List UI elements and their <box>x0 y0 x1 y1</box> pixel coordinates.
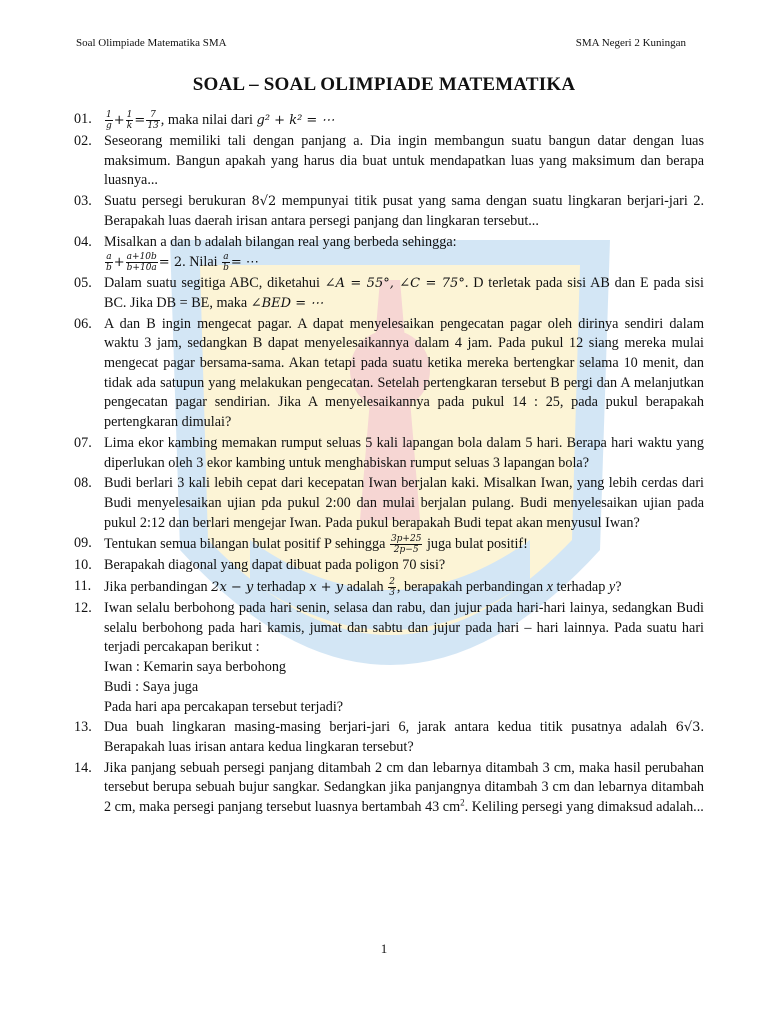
question-text: A dan B ingin mengecat pagar. A dapat menyelesaikan pengecatan pagar oleh dirinya sendiri dalam waktu 3 jam, sedangkan B dapat menyelesaikannya dalam 4 jam. Pada pukul 12 siang mereka mulai mengecat pagar bersama-sama. Akan tetapi pada suatu ketika mereka bertengkar selama 10 menit, dan tidak ada satupun yang melakukan pengecatan. Setelah pertengkaran tersebut B pergi dan A melanjutkan pengecatan pagar sendirian. Jika A menyelesaikannya pada pukul 14 : 25, pada pukul berapakah pertengkaran dimulai? <box>104 315 704 431</box>
question-text: . Nilai <box>182 253 222 270</box>
question-number: 14. <box>74 759 92 776</box>
question-text: Dua buah lingkaran masing-masing berjari-jari 6, jarak antara kedua titik pusatnya adalah <box>104 719 676 736</box>
question-06 <box>74 315 704 433</box>
question-text: . Keliling persegi yang dimaksud adalah... <box>464 799 704 816</box>
question-number: 06. <box>74 315 92 332</box>
question-text: mempunyai titik pusat yang sama dengan suatu lingkaran berjari-jari 2. Berapakah luas daerah irisan antara persegi panjang dan lingkaran tersebut... <box>104 193 704 229</box>
question-text: ? <box>615 578 622 595</box>
header-right: SMA Negeri 2 Kuningan <box>575 37 686 49</box>
question-text: Misalkan a dan b adalah bilangan real yang berbeda sehingga: <box>104 233 457 250</box>
question-14 <box>74 759 704 818</box>
question-text: Tentukan semua bilangan bulat positif P sehingga <box>104 536 389 553</box>
question-09 <box>74 534 704 555</box>
question-text: Jika panjang sebuah persegi panjang ditambah 2 cm dan lebarnya ditambah 3 cm, maka hasil perubahan tersebut berupa sebuah bujur sangkar. Sedangkan jika panjangnya ditambah 3 cm dan lebarnya ditambah 2 cm, maka persegi panjang tersebut luasnya bertambah 43 cm <box>104 759 704 816</box>
math-expression: 2x − y <box>211 579 254 595</box>
fraction: $\frac{7}{13}$ <box>147 110 159 131</box>
watermark-text: KUNINGAN <box>287 659 493 699</box>
math-expression: g² + k² = ⋯ <box>256 112 335 128</box>
fraction: $\frac{3p+25}{2p-5}$ <box>390 534 422 556</box>
question-text: Jika perbandingan <box>104 578 212 595</box>
question-text: . D terletak pada sisi AB dan E pada sisi BC. Jika DB = BE, maka <box>104 275 704 311</box>
question-number: 03. <box>74 193 92 210</box>
question-02 <box>74 132 704 191</box>
math-expression: 6√3 <box>675 720 701 736</box>
fraction: $\frac{1}{g}$ <box>106 110 112 131</box>
fraction: $\frac{a+10b}{b+10a}$ <box>126 252 157 274</box>
variable: x <box>546 578 553 595</box>
question-number: 02. <box>74 133 92 149</box>
question-text: Seseorang memiliki tali dengan panjang a. Dia ingin membangun suatu bangun datar dengan luas maksimum. Bangun apakah yang harus dia buat untuk mendapatkan luas yang maksimum dan berapa luasnya... <box>104 133 704 189</box>
math-expression: ∠A = 55°, ∠C = 75° <box>324 276 465 292</box>
math-expression: = 2 <box>158 254 183 270</box>
question-number: 10. <box>74 557 92 574</box>
question-text: Pada hari apa percakapan tersebut terjadi? <box>104 698 344 715</box>
question-number: 05. <box>74 275 92 292</box>
question-01: 01. $\frac{1}{g}$ + $\frac{1}{k}$ = $\frac{7}{13}$ , maka nilai dari g² + k² = ⋯ <box>74 110 335 131</box>
fraction: $\frac{a}{b}$ <box>223 252 229 274</box>
page-number: 1 <box>380 941 388 956</box>
question-text: Berapakah diagonal yang dapat dibuat pada poligon 70 sisi? <box>104 557 446 574</box>
question-text: , maka nilai dari <box>160 111 257 128</box>
question-number: 01. <box>74 111 92 127</box>
math-expression: = ⋯ <box>230 254 259 270</box>
question-05 <box>74 274 704 313</box>
question-text: , berapakah perbandingan <box>396 578 547 595</box>
question-text: adalah <box>343 578 388 595</box>
question-13 <box>74 718 704 757</box>
dialogue-line: Budi : Saya juga <box>104 678 199 695</box>
question-number: 04. <box>74 233 92 250</box>
math-expression: ∠BED = ⋯ <box>250 295 324 311</box>
math-expression: x + y <box>309 579 344 595</box>
question-text: terhadap <box>253 578 310 595</box>
fraction: $\frac{a}{b}$ <box>106 252 112 274</box>
question-11 <box>74 577 704 598</box>
question-text: Suatu persegi berukuran <box>104 193 252 210</box>
question-text: . Berapakah luas irisan antara kedua lingkaran tersebut? <box>104 719 704 755</box>
question-number: 13. <box>74 719 92 736</box>
question-08 <box>74 474 704 533</box>
question-text: Iwan selalu berbohong pada hari senin, selasa dan rabu, dan jujur pada hari-hari lainya, sedangkan Budi selalu berbohong pada hari kamis, jumat dan sabtu dan jujur pada hari – hari lainnya. Pada suatu hari terjadi percakapan berikut : <box>104 600 704 656</box>
question-number: 11. <box>74 578 92 595</box>
page-title: SOAL – SOAL OLIMPIADE MATEMATIKA <box>192 74 576 95</box>
question-number: 08. <box>74 475 92 492</box>
dialogue-line: Iwan : Kemarin saya berbohong <box>104 659 287 676</box>
question-12 <box>74 599 704 717</box>
question-04: 04. Misalkan a dan b adalah bilangan real yang berbeda sehingga: $\frac{a}{b}$ + $\frac{a+10b}{b+10a}$ = 2. Nilai $\frac{a}{b}$ = ⋯ <box>74 233 457 274</box>
question-07 <box>74 434 704 473</box>
variable: y <box>608 578 616 595</box>
question-number: 12. <box>74 600 92 617</box>
question-text: terhadap <box>552 578 609 595</box>
question-text: juga bulat positif! <box>423 536 528 553</box>
fraction: $\frac{2}{3}$ <box>389 577 395 599</box>
math-expression: 8√2 <box>251 194 277 210</box>
question-10 <box>74 556 704 576</box>
question-number: 07. <box>74 434 92 451</box>
question-03 <box>74 192 704 231</box>
superscript: 2 <box>460 797 465 808</box>
question-text: Lima ekor kambing memakan rumput seluas 5 kali lapangan bola dalam 5 hari. Berapa hari waktu yang diperlukan oleh 3 ekor kambing untuk menghabiskan rumput seluas 3 lapangan bola? <box>104 434 704 471</box>
question-text: Budi berlari 3 kali lebih cepat dari kecepatan Iwan berjalan kaki. Misalkan Iwan, yang lebih cerdas dari Budi menyelesaikan ujian pda pukul 2:00 dan mulai berjalan pulang. Budi menyelesaikan ujian pada pukul 2:12 dan berlari mengejar Iwan. Pada pukul berapakah Budi tepat akan menyusul Iwan? <box>104 475 704 531</box>
question-number: 09. <box>74 535 92 552</box>
question-text: Dalam suatu segitiga ABC, diketahui <box>104 275 325 292</box>
fraction: $\frac{1}{k}$ <box>126 110 133 131</box>
question-list <box>74 110 704 819</box>
header-left: Soal Olimpiade Matematika SMA <box>76 37 227 49</box>
